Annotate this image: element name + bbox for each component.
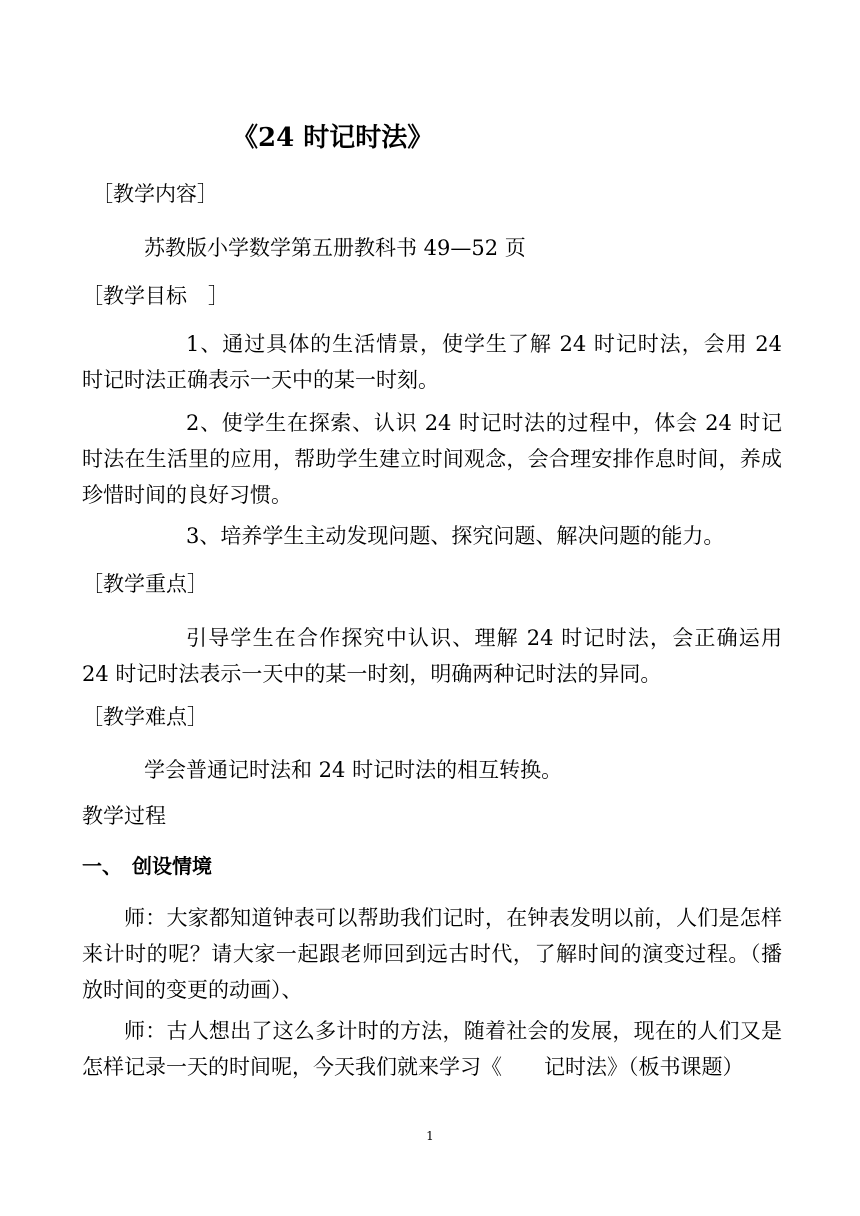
page-number: 1 (426, 1129, 434, 1143)
section-heading-content: ［教学内容］ (92, 182, 218, 206)
goal-item-3: 3、培养学生主动发现问题、探究问题、解决问题的能力。 (186, 524, 725, 548)
step1-paragraph-2: 师：古人想出了这么多计时的方法，随着社会的发展，现在的人们又是怎样记录一天的时间呢，今天我们就来学习《 记时法》（板书课题） (82, 1019, 782, 1079)
key-text: 引导学生在合作探究中认识、理解 24 时记时法，会正确运用 24 时记时法表示一天中的某一时刻，明确两种记时法的异同。 (82, 626, 789, 686)
content-text: 苏教版小学数学第五册教科书 49—52 页 (144, 236, 526, 260)
difficulty-text: 学会普通记时法和 24 时记时法的相互转换。 (144, 758, 563, 782)
section-heading-goals: ［教学目标 ］ (82, 284, 229, 308)
goal-item-2: 2、使学生在探索、认识 24 时记时法的过程中，体会 24 时记时法在生活里的应用，帮助学生建立时间观念，会合理安排作息时间，养成珍惜时间的良好习惯。 (82, 411, 782, 507)
step1-heading: 一、 创设情境 (82, 854, 212, 878)
step1-paragraph-1: 师：大家都知道钟表可以帮助我们记时，在钟表发明以前，人们是怎样来计时的呢？请大家一起跟老师回到远古时代，了解时间的演变过程。（播放时间的变更的动画）、 (82, 906, 782, 1002)
goal-item-1: 1、通过具体的生活情景，使学生了解 24 时记时法，会用 24 时记时法正确表示一天中的某一时刻。 (82, 332, 789, 392)
document-title: 《24 时记时法》 (232, 123, 434, 153)
section-heading-difficulty: ［教学难点］ (82, 705, 208, 729)
section-heading-key: ［教学重点］ (82, 572, 208, 596)
process-heading: 教学过程 (82, 804, 166, 828)
